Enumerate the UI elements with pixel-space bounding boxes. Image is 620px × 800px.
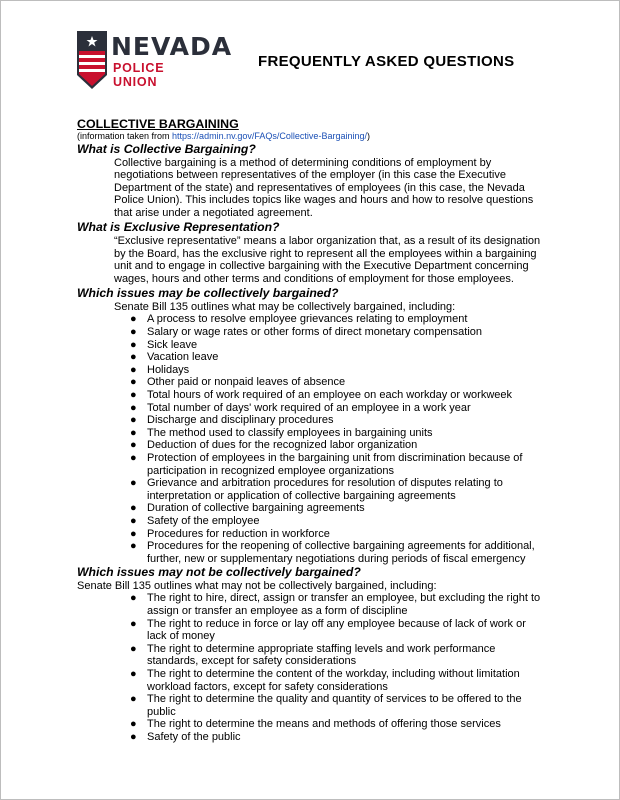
bullet-icon: ● xyxy=(130,401,137,414)
faq-answer-2: “Exclusive representative” means a labor organization that, as a result of its designation by the Board, has the exclusive right to represent all the employees within a bargaining unit and to engage in collective bargaining with the Executive Department concerning wages, hours and other terms and conditions of employment for those employees. xyxy=(114,234,541,285)
list-item xyxy=(130,477,547,502)
faq-question-may-not: Which issues may not be collectively bargained? xyxy=(77,565,361,580)
bullet-icon: ● xyxy=(130,502,137,515)
may-not-intro: Senate Bill 135 outlines what may not be collectively bargained, including: xyxy=(77,579,437,592)
bullet-icon: ● xyxy=(130,376,137,389)
list-item-text: Holidays xyxy=(147,363,190,376)
list-item xyxy=(130,326,547,339)
list-item-text: Procedures for reduction in workforce xyxy=(147,527,330,540)
list-item-text: Total hours of work required of an employee on each workday or workweek xyxy=(147,389,513,401)
bullet-icon: ● xyxy=(130,617,137,630)
bullet-icon: ● xyxy=(130,351,137,364)
logo-title: NEVADA xyxy=(111,32,233,61)
list-item xyxy=(130,718,547,731)
source-suffix: ) xyxy=(366,131,370,141)
bullet-icon: ● xyxy=(130,514,137,527)
list-item-text: Salary or wage rates or other forms of direct monetary compensation xyxy=(147,326,483,339)
may-not-bargain-list xyxy=(77,592,547,743)
bullet-icon: ● xyxy=(130,693,137,706)
list-item xyxy=(130,451,547,477)
list-item-text: Discharge and disciplinary procedures xyxy=(147,414,334,427)
bullet-icon: ● xyxy=(130,642,137,655)
list-item-text: Procedures for the reopening of collective bargaining agreements for additional, further, new or supplementary negotiations during periods of fiscal emergency xyxy=(147,540,535,565)
list-item-text: The right to hire, direct, assign or transfer an employee, but excluding the right to assign or transfer an employee as a form of discipline xyxy=(147,592,541,617)
list-item xyxy=(130,730,547,744)
list-item xyxy=(130,338,547,352)
list-item-text: Sick leave xyxy=(147,338,198,351)
bullet-icon: ● xyxy=(130,326,137,339)
list-item-text: The right to determine the quality and quantity of services to be offered to the public xyxy=(147,693,522,718)
bullet-icon: ● xyxy=(130,451,137,464)
list-item-text: Deduction of dues for the recognized labor organization xyxy=(147,439,418,452)
bullet-icon: ● xyxy=(130,313,137,326)
source-prefix: (information taken from xyxy=(77,131,173,141)
list-item-text: Grievance and arbitration procedures for resolution of disputes relating to interpretation or application of collective bargaining agreements xyxy=(147,477,503,502)
shield-icon xyxy=(77,31,109,91)
bullet-icon: ● xyxy=(130,730,137,743)
list-item-text: Protection of employees in the bargaining unit from discrimination because of participation in recognized employee organizations xyxy=(147,451,523,477)
list-item xyxy=(130,363,547,377)
faq-question-1: What is Collective Bargaining? xyxy=(77,142,256,156)
bullet-icon: ● xyxy=(130,540,137,553)
list-item xyxy=(130,439,547,452)
bullet-icon: ● xyxy=(130,426,137,439)
logo-subtitle: POLICE UNION xyxy=(113,61,165,89)
list-item xyxy=(130,313,547,326)
bullet-icon: ● xyxy=(130,338,137,351)
list-item xyxy=(130,540,547,565)
list-item-text: The right to reduce in force or lay off any employee because of lack of work or lack of money xyxy=(147,617,526,643)
list-item xyxy=(130,667,547,693)
list-item xyxy=(130,642,547,668)
bullet-icon: ● xyxy=(130,414,137,427)
document-body xyxy=(77,117,547,744)
faq-answer-1: Collective bargaining is a method of determining conditions of employment by negotiations between representatives of the employer (in this case the Executive Department of the state) and representatives of employees (in this case, the Nevada Police Union). This includes topics like wages and hours and how to resolve questions that arise under a negotiated agreement. xyxy=(114,156,534,219)
list-item-text: The right to determine appropriate staffing levels and work performance standards, except for safety considerations xyxy=(147,642,496,668)
may-bargain-list xyxy=(77,313,547,565)
page-title: FREQUENTLY ASKED QUESTIONS xyxy=(258,53,515,70)
bullet-icon: ● xyxy=(130,363,137,376)
faq-question-may: Which issues may be collectively bargained? xyxy=(77,286,339,301)
list-item-text: Other paid or nonpaid leaves of absence xyxy=(147,376,346,389)
bullet-icon: ● xyxy=(130,389,137,401)
list-item xyxy=(130,426,547,440)
bullet-icon: ● xyxy=(130,667,137,680)
list-item-text: Safety of the employee xyxy=(147,514,260,527)
list-item xyxy=(130,514,547,528)
list-item xyxy=(130,351,547,364)
source-note xyxy=(77,131,547,142)
section-heading: COLLECTIVE BARGAINING xyxy=(77,117,239,131)
bullet-icon: ● xyxy=(130,439,137,452)
list-item-text: Vacation leave xyxy=(147,351,219,364)
list-item xyxy=(130,693,547,718)
list-item-text: The right to determine the content of the workday, including without limitation workload factors, except for safety considerations xyxy=(147,667,520,693)
list-item xyxy=(130,389,547,402)
list-item xyxy=(130,401,547,415)
bullet-icon: ● xyxy=(130,477,137,490)
may-intro: Senate Bill 135 outlines what may be collectively bargained, including: xyxy=(114,300,456,313)
list-item xyxy=(130,502,547,515)
list-item xyxy=(130,376,547,389)
faq-question-2: What is Exclusive Representation? xyxy=(77,220,280,235)
list-item xyxy=(130,527,547,541)
bullet-icon: ● xyxy=(130,527,137,540)
list-item xyxy=(130,592,547,617)
list-item xyxy=(130,617,547,643)
list-item-text: Duration of collective bargaining agreements xyxy=(147,502,365,515)
list-item-text: A process to resolve employee grievances relating to employment xyxy=(147,313,468,326)
list-item-text: Total number of days' work required of an employee in a work year xyxy=(147,401,471,414)
list-item-text: Safety of the public xyxy=(147,730,241,743)
list-item-text: The right to determine the means and methods of offering those services xyxy=(147,718,501,731)
bullet-icon: ● xyxy=(130,718,137,731)
list-item-text: The method used to classify employees in bargaining units xyxy=(147,426,433,439)
nevada-police-union-logo xyxy=(77,31,233,91)
source-link[interactable]: https://admin.nv.gov/FAQs/Collective-Bargaining/ xyxy=(172,131,367,141)
bullet-icon: ● xyxy=(130,592,137,605)
list-item xyxy=(130,414,547,427)
